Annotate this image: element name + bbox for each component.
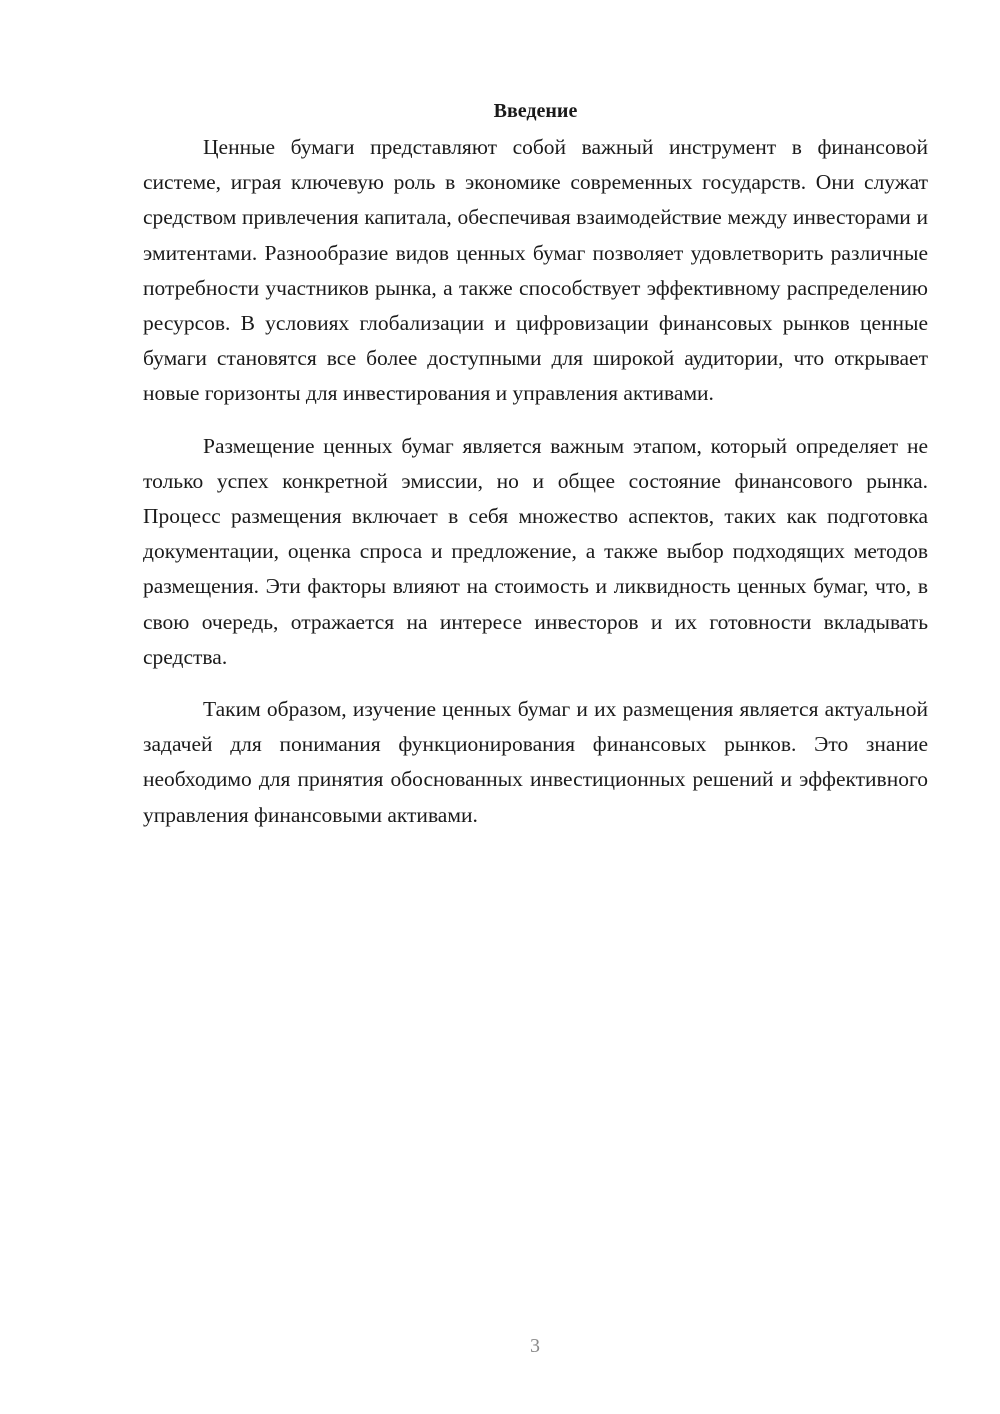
page-number: 3 (530, 1335, 540, 1357)
page-content (143, 96, 928, 850)
paragraph-3: Таким образом, изучение ценных бумаг и их размещения является актуальной задачей для понимания функционирования финансовых рынков. Это знание необходимо для принятия обоснованных инвестиционных решений и эффективного управления финансовыми активами. (143, 697, 928, 827)
section-title: Введение (493, 100, 578, 122)
paragraph-2: Размещение ценных бумаг является важным этапом, который определяет не только успех конкретной эмиссии, но и общее состояние финансового рынка. Процесс размещения включает в себя множество аспектов, таких как подготовка документации, оценка спроса и предложение, а также выбор подходящих методов размещения. Эти факторы влияют на стоимость и ликвидность ценных бумаг, что, в свою очередь, отражается на интересе инвесторов и их готовности вкладывать средства. (143, 433, 928, 669)
paragraph-1: Ценные бумаги представляют собой важный инструмент в финансовой системе, играя ключевую роль в экономике современных государств. Они служат средством привлечения капитала, обеспечивая взаимодействие между инвесторами и эмитентами. Разнообразие видов ценных бумаг позволяет удовлетворить различные потребности участников рынка, а также способствует эффективному распределению ресурсов. В условиях глобализации и цифровизации финансовых рынков ценные бумаги становятся все более доступными для широкой аудитории, что открывает новые горизонты для инвестирования и управления активами. (143, 135, 928, 406)
